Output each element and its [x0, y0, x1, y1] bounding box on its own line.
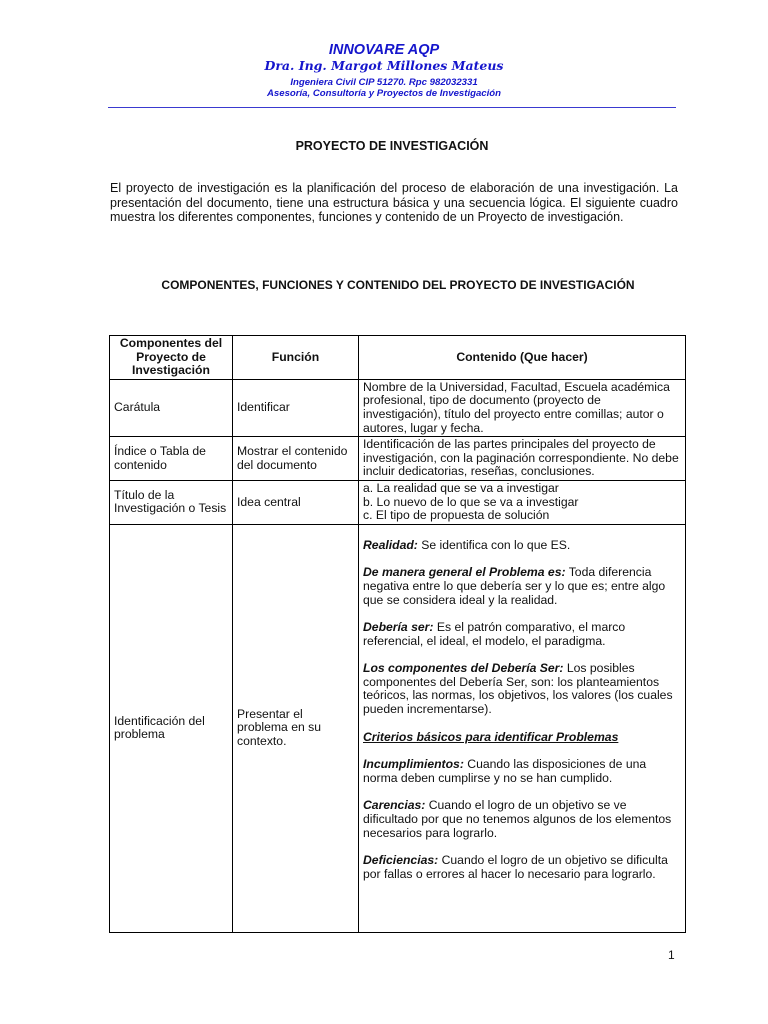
paragraph-text: Cuando el logro de un objetivo se ve dificultado por que no tenemos algunos de los elementos necesarios para lograrlo.	[363, 798, 672, 840]
paragraph-label: Carencias:	[363, 798, 426, 813]
paragraph-text: Los posibles componentes del Debería Ser, son: los planteamientos teóricos, las normas, los objetivos, los valores (los cuales pueden incrementarse).	[363, 661, 673, 717]
row-content	[359, 480, 686, 524]
paragraph-text: Se identifica con lo que ES.	[417, 537, 571, 552]
paragraph-label: De manera general el Problema es:	[363, 565, 566, 580]
row-function: Presentar el problema en su contexto.	[233, 524, 359, 932]
content-paragraph	[363, 539, 681, 553]
row-content: Identificación de las partes principales del proyecto de investigación, con la paginación correspondiente. No debe incluir dedicatorias, reseñas, conclusiones.	[359, 437, 686, 481]
title-criteria-list	[363, 482, 681, 523]
row-component: Identificación del problema	[110, 524, 233, 932]
content-paragraph	[363, 758, 681, 785]
row-function: Idea central	[233, 480, 359, 524]
paragraph-label: Los componentes del Debería Ser:	[363, 661, 564, 676]
row-function: Mostrar el contenido del documento	[233, 437, 359, 481]
row-content	[359, 524, 686, 932]
content-paragraph	[363, 854, 681, 881]
header-function: Función	[233, 336, 359, 380]
table-row	[110, 379, 686, 436]
paragraph-text: Cuando el logro de un objetivo se dificulta por fallas o errores al hacer lo necesario para lograrlo.	[363, 853, 668, 881]
list-item: a. La realidad que se va a investigar	[363, 480, 559, 495]
content-paragraph	[363, 621, 681, 648]
header-components: Componentes del Proyecto de Investigación	[110, 336, 233, 380]
page-number: 1	[668, 948, 675, 962]
author-credentials: Ingeniera Civil CIP 51270. Rpc 982032331	[290, 77, 478, 88]
content-paragraph	[363, 662, 681, 716]
paragraph-text: Es el patrón comparativo, el marco referencial, el ideal, el modelo, el paradigma.	[363, 620, 626, 648]
content-paragraph	[363, 566, 681, 607]
intro-paragraph: El proyecto de investigación es la planificación del proceso de elaboración de una investigación. La presentación del documento, tiene una estructura básica y una secuencia lógica. El siguiente cuadro muestra los diferentes componentes, funciones y contenido de un Proyecto de investigación.	[110, 181, 678, 225]
paragraph-text: Toda diferencia negativa entre lo que debería ser y lo que es; entre algo que se considera ideal y la realidad.	[363, 565, 666, 607]
components-table	[109, 335, 686, 933]
list-item: c. El tipo de propuesta de solución	[363, 508, 550, 523]
paragraph-label: Deficiencias:	[363, 853, 439, 868]
table-header-row	[110, 336, 686, 380]
company-name: INNOVARE AQP	[328, 42, 440, 58]
paragraph-label: Debería ser:	[363, 620, 434, 635]
row-component: Índice o Tabla de contenido	[110, 437, 233, 481]
header-content: Contenido (Que hacer)	[359, 336, 686, 380]
page-title: PROYECTO DE INVESTIGACIÓN	[295, 139, 489, 153]
table-row	[110, 437, 686, 481]
paragraph-text: Cuando las disposiciones de una norma deben cumplirse y no se han cumplido.	[363, 757, 647, 785]
content-paragraph	[363, 799, 681, 840]
row-function: Identificar	[233, 379, 359, 436]
paragraph-label: Realidad:	[363, 537, 418, 552]
table-row	[110, 524, 686, 932]
paragraph-label: Incumplimientos:	[363, 757, 464, 772]
author-name: Dra. Ing. Margot Millones Mateus	[264, 58, 504, 73]
row-component: Título de la Investigación o Tesis	[110, 480, 233, 524]
table-title: COMPONENTES, FUNCIONES Y CONTENIDO DEL PROYECTO DE INVESTIGACIÓN	[161, 278, 635, 292]
table-row	[110, 480, 686, 524]
row-component: Carátula	[110, 379, 233, 436]
row-content: Nombre de la Universidad, Facultad, Escuela académica profesional, tipo de documento (proyecto de investigación), título del proyecto entre comillas; autor o autores, lugar y fecha.	[359, 379, 686, 436]
content-paragraph	[363, 731, 681, 745]
list-item: b. Lo nuevo de lo que se va a investigar	[363, 494, 579, 509]
header-divider	[108, 107, 676, 108]
criteria-heading: Criterios básicos para identificar Problemas	[363, 729, 619, 744]
services-line: Asesoría, Consultoría y Proyectos de Investigación	[266, 88, 502, 99]
